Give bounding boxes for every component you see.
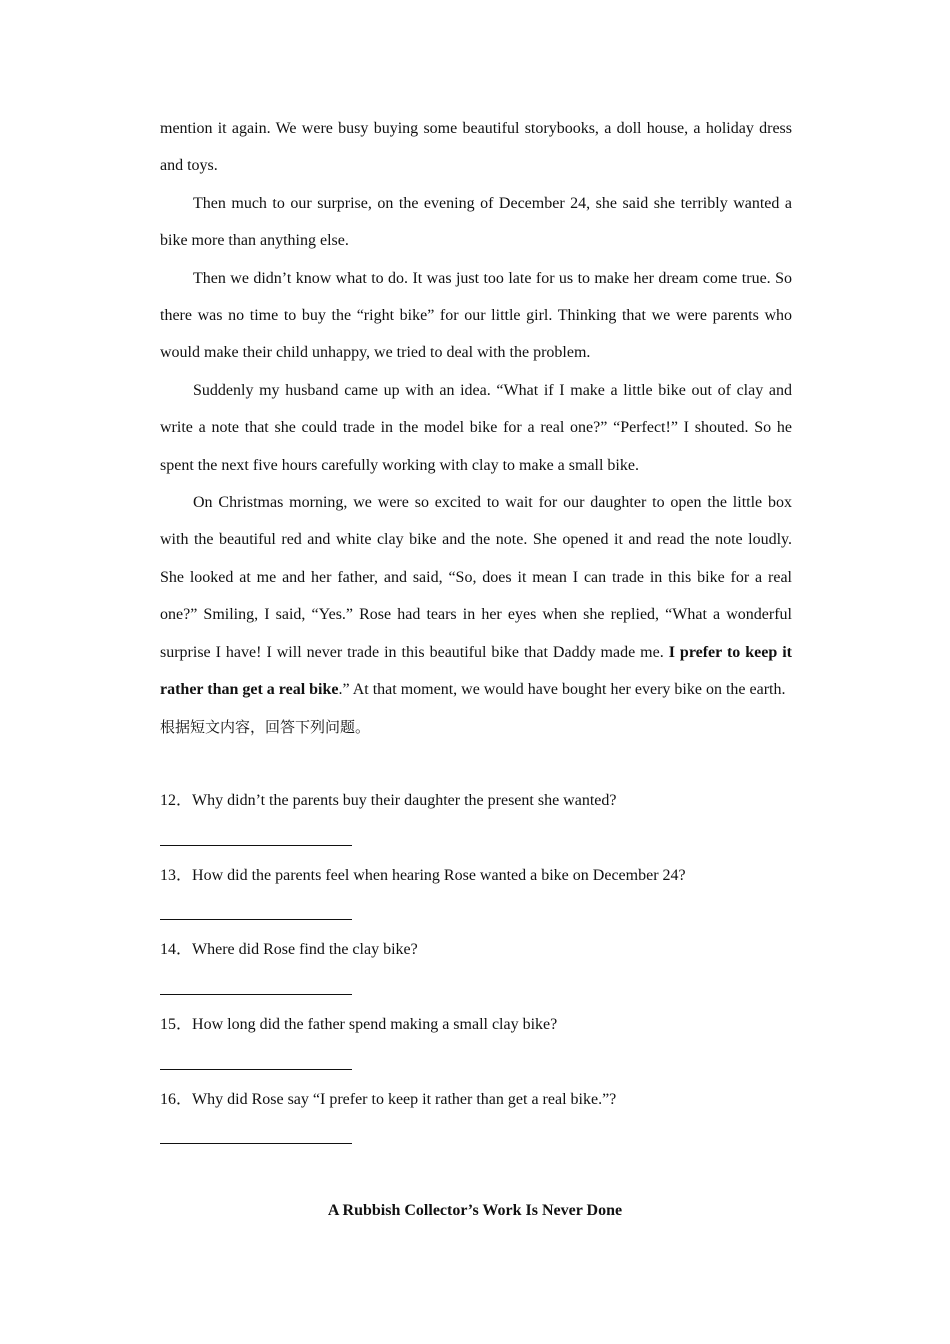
answer-line-14[interactable] bbox=[160, 994, 352, 995]
question-number: 12． bbox=[160, 792, 193, 809]
answer-line-15[interactable] bbox=[160, 1069, 352, 1070]
question-number: 16． bbox=[160, 1091, 193, 1108]
question-number: 13． bbox=[160, 867, 193, 884]
question-15 bbox=[160, 1015, 800, 1035]
answer-line-13[interactable] bbox=[160, 919, 352, 920]
question-14 bbox=[160, 940, 800, 960]
answer-line-16[interactable] bbox=[160, 1143, 352, 1144]
paragraph-1: mention it again. We were busy buying some beautiful storybooks, a doll house, a holiday dress and toys. bbox=[160, 120, 792, 175]
answer-line-12[interactable] bbox=[160, 845, 352, 846]
question-text: Why didn’t the parents buy their daughter the present she wanted? bbox=[192, 792, 617, 809]
next-passage-title: A Rubbish Collector’s Work Is Never Done bbox=[327, 1202, 623, 1219]
paragraph-5-start: On Christmas morning, we were so excited to wait for our daughter to open the little box with the beautiful red and white clay bike and the note. She opened it and read the note loudly. She looked at me and her father, and said, “So, does it mean I can trade in this bike for a real one?” Smiling, I said, “Yes.” Rose had tears in her eyes when she replied, “What a wonderful surprise I have! I will never trade in this beautiful bike that Daddy made me. bbox=[160, 494, 792, 661]
instruction: 根据短文内容，回答下列问题。 bbox=[160, 717, 371, 736]
question-text: Why did Rose say “I prefer to keep it rather than get a real bike.”? bbox=[192, 1091, 617, 1108]
paragraph-2: Then much to our surprise, on the evening of December 24, she said she terribly wanted a bike more than anything else. bbox=[160, 194, 792, 250]
passage-text bbox=[160, 110, 792, 746]
question-12 bbox=[160, 791, 800, 811]
paragraph-3: Then we didn’t know what to do. It was just too late for us to make her dream come true. So there was no time to buy the “right bike” for our little girl. Thinking that we were parents who would make their child unhappy, we tried to deal with the problem. bbox=[160, 269, 792, 362]
paragraph-5 bbox=[160, 484, 792, 708]
question-text: Where did Rose find the clay bike? bbox=[192, 941, 418, 958]
question-number: 14． bbox=[160, 941, 193, 958]
paragraph-4: Suddenly my husband came up with an idea. “What if I make a little bike out of clay and write a note that she could trade in the model bike for a real one?” “Perfect!” I shouted. So he spent the next five hours carefully working with clay to make a small bike. bbox=[160, 381, 792, 474]
question-16 bbox=[160, 1090, 800, 1110]
question-text: How long did the father spend making a small clay bike? bbox=[192, 1016, 558, 1033]
question-13 bbox=[160, 866, 800, 886]
question-text: How did the parents feel when hearing Rose wanted a bike on December 24? bbox=[192, 867, 686, 884]
paragraph-5-bold: I prefer to keep it rather than get a real bike bbox=[160, 643, 793, 699]
question-number: 15． bbox=[160, 1016, 193, 1033]
paragraph-5-end: .” At that moment, we would have bought her every bike on the earth. bbox=[338, 681, 786, 699]
